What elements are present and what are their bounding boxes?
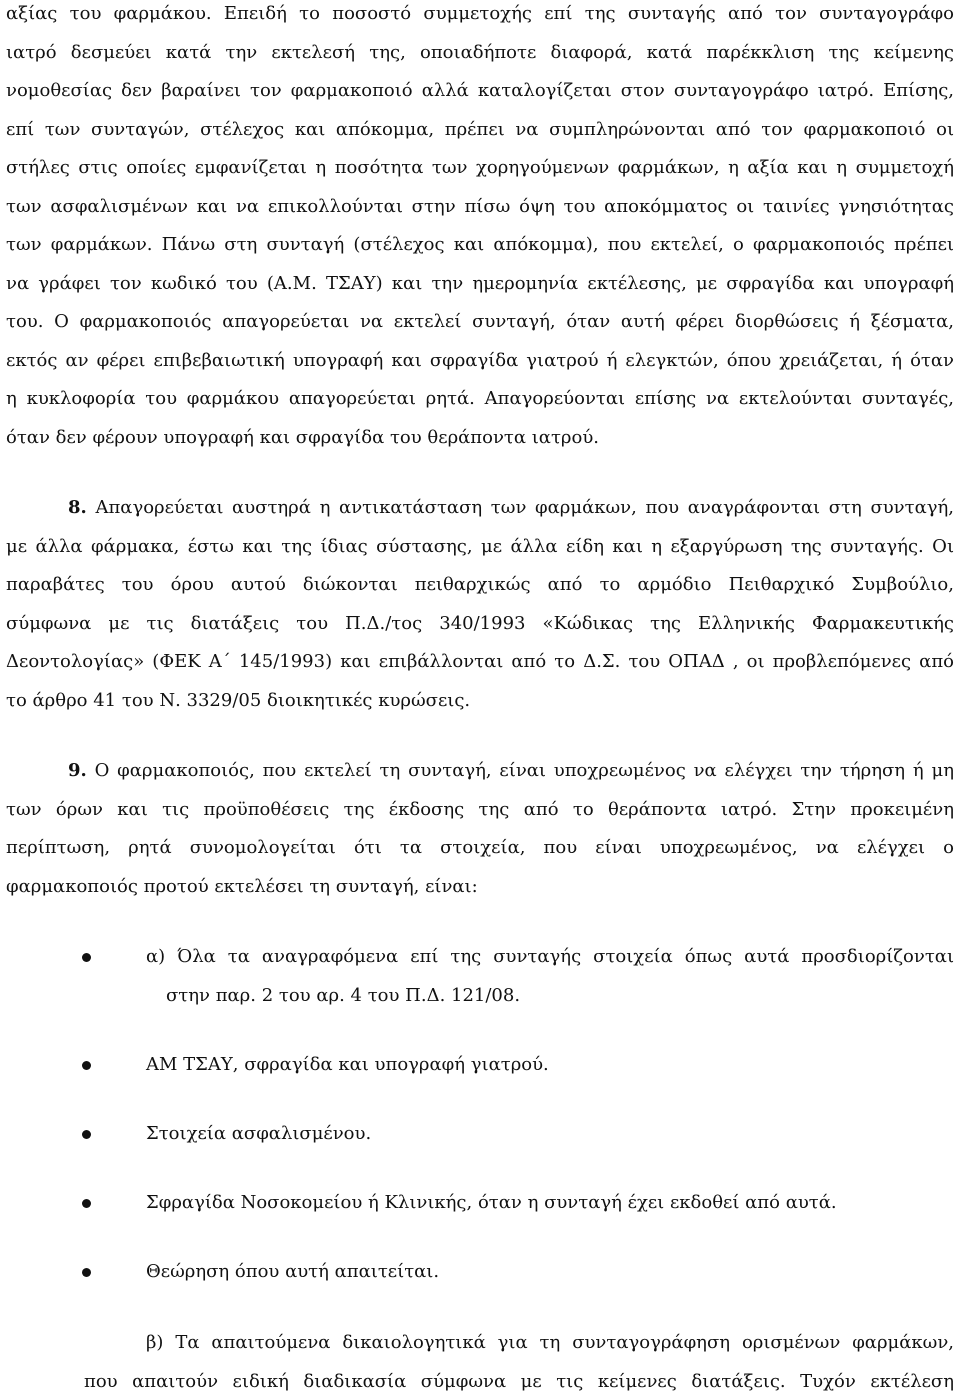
text-line: να γράφει τον κωδικό του (Α.Μ. ΤΣΑΥ) και την ημερομηνία εκτέλεσης, με σφραγίδα και υπογραφή bbox=[6, 273, 954, 294]
text-line: το άρθρο 41 του Ν. 3329/05 διοικητικές κυρώσεις. bbox=[6, 690, 471, 711]
text-line: η κυκλοφορία του φαρμάκου απαγορεύεται ρητά. Απαγορεύονται επίσης να εκτελούνται συνταγές, bbox=[6, 388, 954, 409]
section-first-line bbox=[68, 496, 954, 520]
text-line: σύμφωνα με τις διατάξεις του Π.Δ./τος 340/1993 «Κώδικας της Ελληνικής Φαρμακευτικής bbox=[6, 613, 954, 634]
bullet-item-text: Θεώρηση όπου αυτή απαιτείται. bbox=[146, 1261, 440, 1282]
item-b-text: β) Τα απαιτούμενα δικαιολογητικά για τη συνταγογράφηση ορισμένων φαρμάκων, bbox=[146, 1332, 954, 1353]
section-number: 8. bbox=[68, 497, 87, 518]
text-line: του. Ο φαρμακοποιός απαγορεύεται να εκτελεί συνταγή, όταν αυτή φέρει διορθώσεις ή ξέσματα, bbox=[6, 311, 954, 332]
text-line: με άλλα φάρμακα, έστω και της ίδιας σύστασης, με άλλα είδη και η εξαργύρωση της συνταγής. Οι bbox=[6, 536, 954, 557]
bullet-item-text: Σφραγίδα Νοσοκομείου ή Κλινικής, όταν η συνταγή έχει εκδοθεί από αυτά. bbox=[146, 1192, 837, 1213]
text-line: ιατρό δεσμεύει κατά την εκτελεσή της, οποιαδήποτε διαφορά, κατά παρέκκλιση της κείμενης bbox=[6, 42, 954, 63]
text-line: νομοθεσίας δεν βαραίνει τον φαρμακοποιό αλλά καταλογίζεται στον συνταγογράφο ιατρό. Επίσης, bbox=[6, 80, 954, 101]
bullet-dot-icon bbox=[82, 1061, 91, 1070]
bullet-dot-icon bbox=[82, 1268, 91, 1277]
section-first-line bbox=[68, 759, 954, 783]
section-number: 9. bbox=[68, 760, 87, 781]
section-first-line-text: Απαγορεύεται αυστηρά η αντικατάσταση των φαρμάκων, που αναγράφονται στη συνταγή, bbox=[95, 497, 954, 518]
bullet-dot-icon bbox=[82, 1199, 91, 1208]
text-line: επί των συνταγών, στέλεχος και απόκομμα, πρέπει να συμπληρώνονται από τον φαρμακοποιό οι bbox=[6, 119, 954, 140]
text-line: Δεοντολογίας» (ΦΕΚ Α΄ 145/1993) και επιβάλλονται από το Δ.Σ. του ΟΠΑΔ , οι προβλεπόμενες από bbox=[6, 651, 954, 672]
section-first-line-text: Ο φαρμακοποιός, που εκτελεί τη συνταγή, είναι υποχρεωμένος να ελέγχει την τήρηση ή μη bbox=[94, 760, 954, 781]
text-line: των φαρμάκων. Πάνω στη συνταγή (στέλεχος και απόκομμα), που εκτελεί, ο φαρμακοποιός πρέπει bbox=[6, 234, 954, 255]
text-line: φαρμακοποιός προτού εκτελέσει τη συνταγή, είναι: bbox=[6, 876, 478, 897]
text-line: περίπτωση, ρητά συνομολογείται ότι τα στοιχεία, που είναι υποχρεωμένος, να ελέγχει ο bbox=[6, 837, 954, 858]
text-line: των όρων και τις προϋποθέσεις της έκδοσης της από το θεράποντα ιατρό. Στην προκειμένη bbox=[6, 799, 954, 820]
text-line: εκτός αν φέρει επιβεβαιωτική υπογραφή και σφραγίδα γιατρού ή ελεγκτών, όπου χρειάζεται, ή όταν bbox=[6, 350, 954, 371]
item-b-text: που απαιτούν ειδική διαδικασία σύμφωνα με τις κείμενες διατάξεις. Τυχόν εκτέλεση bbox=[84, 1371, 954, 1392]
bullet-item-text: α) Όλα τα αναγραφόμενα επί της συνταγής στοιχεία όπως αυτά προσδιορίζονται bbox=[146, 946, 954, 967]
bullet-item-text: στην παρ. 2 του αρ. 4 του Π.Δ. 121/08. bbox=[166, 985, 521, 1006]
text-line: αξίας του φαρμάκου. Επειδή το ποσοστό συμμετοχής επί της συνταγής από τον συνταγογράφο bbox=[6, 3, 954, 24]
bullet-item-text: ΑΜ ΤΣΑΥ, σφραγίδα και υπογραφή γιατρού. bbox=[146, 1054, 549, 1075]
bullet-item-text: Στοιχεία ασφαλισμένου. bbox=[146, 1123, 372, 1144]
bullet-dot-icon bbox=[82, 1130, 91, 1139]
text-line: όταν δεν φέρουν υπογραφή και σφραγίδα του θεράποντα ιατρού. bbox=[6, 427, 600, 448]
bullet-dot-icon bbox=[82, 953, 91, 962]
text-line: παραβάτες του όρου αυτού διώκονται πειθαρχικώς από το αρμόδιο Πειθαρχικό Συμβούλιο, bbox=[6, 574, 954, 595]
text-line: στήλες στις οποίες εμφανίζεται η ποσότητα των χορηγούμενων φαρμάκων, η αξία και η συμμετοχή bbox=[6, 157, 954, 178]
text-line: των ασφαλισμένων και να επικολλούνται στην πίσω όψη του αποκόμματος οι ταινίες γνησιότητας bbox=[6, 196, 954, 217]
